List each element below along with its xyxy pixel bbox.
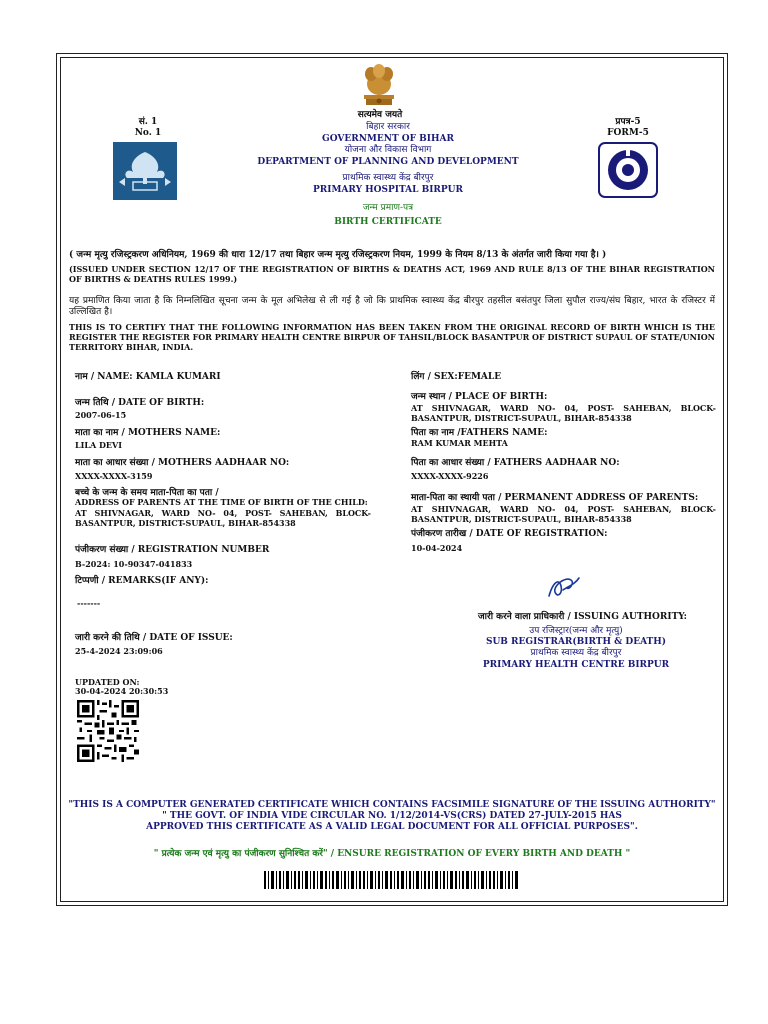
- sex-field: लिंग / SEX:FEMALE: [411, 372, 502, 382]
- crs-logo-icon: [598, 142, 658, 198]
- father-name-label: पिता का नाम /FATHERS NAME:: [411, 428, 548, 438]
- certificate-title-hindi: जन्म प्रमाण-पत्र: [362, 203, 414, 213]
- issue-date-value: 25-4-2024 23:09:06: [75, 646, 163, 656]
- authority-line-2: SUB REGISTRAR(BIRTH & DEATH): [485, 637, 667, 647]
- permanent-address-label: माता-पिता का स्थायी पता / PERMANENT ADDRESS OF PARENTS:: [411, 493, 699, 503]
- registration-date-label: पंजीकरण तारीख / DATE OF REGISTRATION:: [411, 529, 608, 539]
- footer-note-3: APPROVED THIS CERTIFICATE AS A VALID LEGAL DOCUMENT FOR ALL OFFICIAL PURPOSES".: [146, 822, 638, 832]
- registration-number-label: पंजीकरण संख्या / REGISTRATION NUMBER: [75, 545, 270, 555]
- authority-line-3: प्राथमिक स्वास्थ्य केंद्र बीरपुर: [530, 648, 622, 658]
- father-aadhaar-label: पिता का आधार संख्या / FATHERS AADHAAR NO:: [411, 458, 620, 468]
- issued-under-hindi: ( जन्म मृत्यु रजिस्ट्रकरण अधिनियम, 1969 की धारा 12/17 तथा बिहार जन्म मृत्यु रजिस्ट्रकरण नियम, 1999 के नियम 8/13 के अंतर्गत जारी किया गया है। ): [69, 250, 607, 260]
- serial-hindi: सं. 1: [138, 117, 158, 127]
- govt-hindi: बिहार सरकार: [366, 122, 410, 132]
- qr-code-icon: [77, 700, 139, 762]
- dept-hindi: योजना और विकास विभाग: [344, 145, 432, 155]
- authority-line-1: उप रजिस्ट्रार(जन्म और मृत्यु): [529, 626, 623, 636]
- footer-note-1: "THIS IS A COMPUTER GENERATED CERTIFICATE WHICH CONTAINS FACSIMILE SIGNATURE OF THE ISSUING AUTHORITY": [68, 800, 716, 810]
- place-of-birth-value: AT SHIVNAGAR, WARD NO- 04, POST- SAHEBAN, BLOCK-BASANTPUR, DISTRICT-SUPAUL, BIHAR-854338: [411, 403, 716, 423]
- footer-slogan: " प्रत्येक जन्म एवं मृत्यु का पंजीकरण सुनिश्चित करें" / ENSURE REGISTRATION OF EVERY BIRTH AND DEATH ": [153, 849, 631, 859]
- barcode-icon: [264, 871, 520, 889]
- birth-address-label-hindi: बच्चे के जन्म के समय माता-पिता का पता /: [75, 488, 219, 498]
- ashoka-emblem-icon: [358, 62, 400, 108]
- hospital-english: PRIMARY HOSPITAL BIRPUR: [312, 185, 464, 195]
- authority-line-4: PRIMARY HEALTH CENTRE BIRPUR: [482, 660, 670, 670]
- remarks-label: टिप्पणी / REMARKS(IF ANY):: [75, 576, 209, 586]
- registration-number-value: B-2024: 10-90347-041833: [75, 559, 193, 569]
- father-aadhaar-value: XXXX-XXXX-9226: [411, 471, 489, 481]
- dob-value: 2007-06-15: [75, 410, 127, 420]
- mother-aadhaar-value: XXXX-XXXX-3159: [75, 471, 153, 481]
- updated-label: UPDATED ON:: [75, 677, 140, 687]
- issuing-authority-label: जारी करने वाला प्राधिकारी / ISSUING AUTHORITY:: [478, 612, 687, 622]
- dept-english: DEPARTMENT OF PLANNING AND DEVELOPMENT: [257, 157, 519, 167]
- permanent-address-value: AT SHIVNAGAR, WARD NO- 04, POST- SAHEBAN, BLOCK-BASANTPUR, DISTRICT-SUPAUL, BIHAR-854338: [411, 504, 716, 524]
- mother-aadhaar-label: माता का आधार संख्या / MOTHERS AADHAAR NO:: [75, 458, 290, 468]
- certify-hindi: यह प्रमाणित किया जाता है कि निम्नलिखित सूचना जन्म के मूल अभिलेख से ली गई है जो कि प्राथमिक स्वास्थ्य केंद्र बीरपुर तहसील बसंतपुर जिला सुपौल राज्य/संघ बिहार, भारत के रजिस्टर में उल्लिखित है।: [69, 296, 715, 317]
- form-english: FORM-5: [607, 128, 649, 138]
- remarks-value: -------: [77, 598, 101, 608]
- issue-date-label: जारी करने की तिथि / DATE OF ISSUE:: [75, 633, 233, 643]
- name-field: नाम / NAME: KAMLA KUMARI: [75, 372, 221, 382]
- signature-icon: [545, 572, 583, 602]
- footer-note-2: " THE GOVT. OF INDIA VIDE CIRCULAR NO. 1/12/2014-VS(CRS) DATED 27-JULY-2015 HAS: [162, 811, 622, 821]
- birth-address-value: AT SHIVNAGAR, WARD NO- 04, POST- SAHEBAN, BLOCK-BASANTPUR, DISTRICT-SUPAUL, BIHAR-854338: [75, 508, 371, 528]
- bihar-govt-tree-logo-icon: [113, 142, 177, 200]
- updated-value: 30-04-2024 20:30:53: [75, 686, 169, 696]
- registration-date-value: 10-04-2024: [411, 543, 463, 553]
- certify-english: THIS IS TO CERTIFY THAT THE FOLLOWING INFORMATION HAS BEEN TAKEN FROM THE ORIGINAL RECORD OF BIRTH WHICH IS THE REGISTER THE REGISTER FOR PRIMARY HEALTH CENTRE BIRPUR OF TAHSIL/BLOCK BASANTPUR OF DISTRICT SUPAUL OF STATE/UNION TERRITORY BIHAR, INDIA.: [69, 322, 715, 352]
- place-of-birth-label: जन्म स्थान / PLACE OF BIRTH:: [411, 392, 548, 402]
- form-hindi: प्रपत्र-5: [615, 117, 641, 127]
- govt-english: GOVERNMENT OF BIHAR: [322, 134, 454, 144]
- mother-name-value: LILA DEVI: [75, 440, 122, 450]
- mother-name-label: माता का नाम / MOTHERS NAME:: [75, 428, 221, 438]
- issued-under-english: (ISSUED UNDER SECTION 12/17 OF THE REGISTRATION OF BIRTHS & DEATHS ACT, 1969 AND RULE 8/13 OF THE BIHAR REGISTRATION OF BIRTHS & DEATHS RULES 1999.): [69, 264, 715, 284]
- certificate-title-english: BIRTH CERTIFICATE: [334, 217, 442, 227]
- birth-address-label-english: ADDRESS OF PARENTS AT THE TIME OF BIRTH OF THE CHILD:: [75, 497, 368, 507]
- dob-label: जन्म तिथि / DATE OF BIRTH:: [75, 398, 205, 408]
- motto: सत्यमेव जयते: [357, 110, 403, 120]
- serial-english: No. 1: [134, 128, 162, 138]
- father-name-value: RAM KUMAR MEHTA: [411, 438, 508, 448]
- hospital-hindi: प्राथमिक स्वास्थ्य केंद्र बीरपुर: [342, 173, 434, 183]
